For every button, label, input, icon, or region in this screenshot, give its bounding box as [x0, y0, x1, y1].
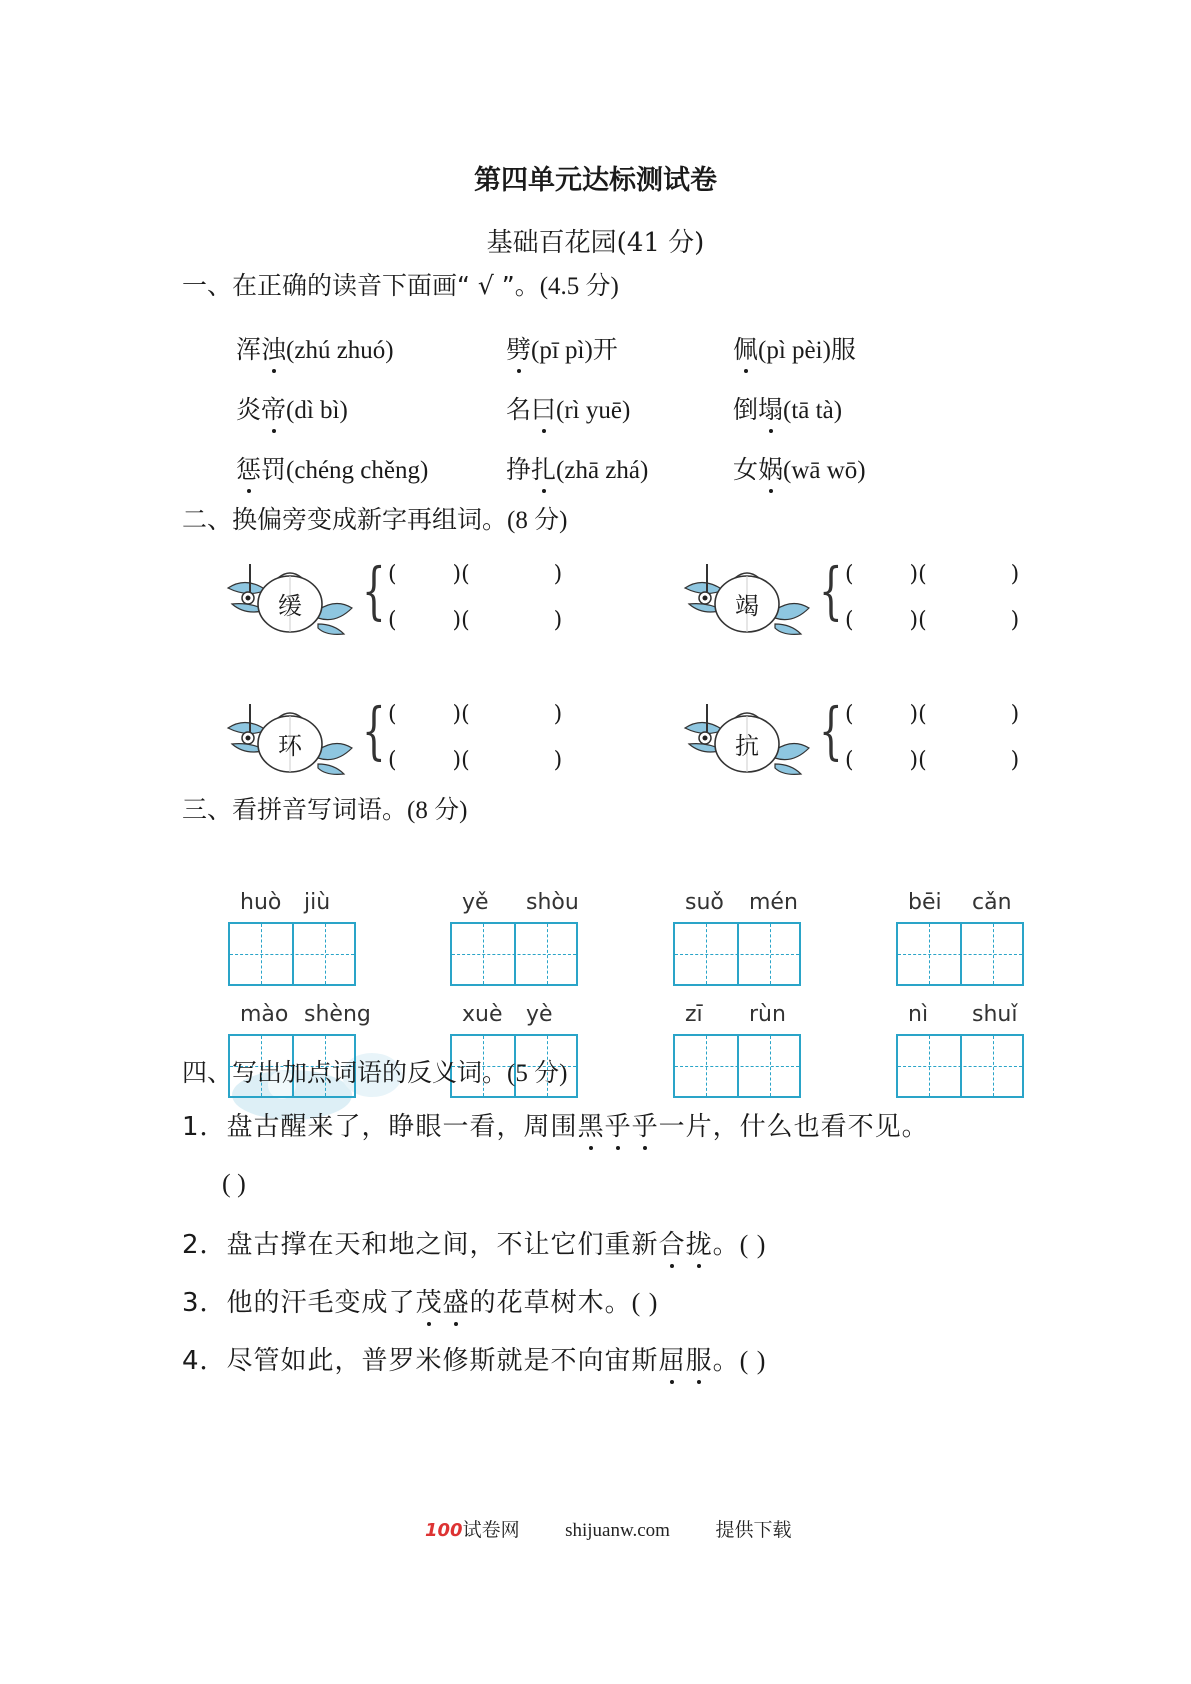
- dotted-char: 佩: [733, 330, 758, 366]
- footer: [425, 1515, 791, 1542]
- page-title: 第四单元达标测试卷: [474, 165, 717, 196]
- pinyin-syllable-1: huò: [240, 890, 282, 915]
- base-character: 缓: [278, 592, 302, 620]
- dotted-word: [659, 1346, 713, 1376]
- dotted-char: 乎: [605, 1106, 632, 1143]
- pinyin-syllable-2: rùn: [749, 1002, 786, 1027]
- logo-100: 100: [425, 1520, 463, 1541]
- pinyin-options: (dì bì): [286, 397, 348, 424]
- char: 浑: [236, 335, 262, 364]
- q-number: 1．: [182, 1112, 227, 1142]
- pinyin-options: (pì pèi)服: [758, 337, 856, 364]
- writing-grid-4[interactable]: [896, 922, 1024, 986]
- pinyin-syllable-2: cǎn: [972, 890, 1012, 915]
- dotted-char: 屈: [659, 1340, 686, 1377]
- char: 女: [733, 455, 759, 484]
- q-text-before: 盘古撑在天和地之间，不让它们重新: [226, 1230, 659, 1260]
- pinyin-syllable-2: jiù: [304, 890, 331, 915]
- dotted-char: 合: [659, 1224, 686, 1261]
- pinyin-choice-5[interactable]: [506, 390, 630, 426]
- section-1-heading-text: 一、在正确的读音下面画“ √ ”。: [182, 271, 540, 300]
- dotted-char: 扎: [531, 450, 556, 486]
- pinyin-choice-3[interactable]: [733, 330, 856, 366]
- brace-symbol: {: [362, 694, 386, 767]
- dotted-char: 黑: [578, 1106, 605, 1143]
- q-number: 3．: [182, 1288, 227, 1318]
- pinyin-options: (zhú zhuó): [286, 337, 394, 364]
- char: 罚: [261, 455, 287, 484]
- pinyin-options: (tā tà): [783, 397, 843, 424]
- pinyin-options: (pī pì)开: [531, 337, 618, 364]
- footer-note: 提供下载: [715, 1520, 792, 1541]
- q-text-after: 的花草树木。: [469, 1288, 632, 1318]
- pinyin-syllable-1: yě: [462, 890, 489, 915]
- dotted-char: 茂: [416, 1282, 443, 1319]
- dotted-char: 帝: [261, 390, 286, 426]
- section-3-points: (8 分): [407, 797, 468, 824]
- pinyin-syllable-1: suǒ: [685, 890, 724, 915]
- dotted-word: [578, 1112, 659, 1142]
- section-4-points: (5 分): [507, 1060, 568, 1087]
- writing-grid-1[interactable]: [228, 922, 356, 986]
- cartoon-character-2: [683, 558, 811, 640]
- question-4-2: [182, 1224, 766, 1261]
- answer-blank-4-3[interactable]: ( ): [631, 1288, 659, 1317]
- page-subtitle: 基础百花园(41 分): [486, 228, 705, 258]
- grid-guide: [230, 954, 354, 955]
- pinyin-choice-6[interactable]: [733, 390, 842, 426]
- char: 炎: [236, 395, 262, 424]
- question-4-4: [182, 1340, 766, 1377]
- writing-grid-3[interactable]: [673, 922, 801, 986]
- footer-site-cn: 试卷网: [462, 1520, 520, 1541]
- q-text-before: 盘古醒来了，睁眼一看，周围: [226, 1112, 578, 1142]
- q-text-before: 尽管如此，普罗米修斯就是不向宙斯: [226, 1346, 659, 1376]
- q-text-after: 。: [712, 1346, 740, 1376]
- pinyin-choice-1[interactable]: [236, 330, 394, 366]
- char: 名: [506, 395, 532, 424]
- answer-blank-row-1[interactable]: ( )( ): [845, 562, 1020, 587]
- brace-symbol: {: [362, 554, 386, 627]
- cartoon-character-4: [683, 698, 811, 780]
- section-4-heading: [182, 1053, 567, 1089]
- cartoon-character-3: [226, 698, 354, 780]
- pinyin-options: (rì yuē): [556, 397, 631, 424]
- q-number: 4．: [182, 1346, 227, 1376]
- pinyin-syllable-1: bēi: [908, 890, 942, 915]
- pinyin-choice-8[interactable]: [506, 450, 648, 486]
- pinyin-choice-2[interactable]: [506, 330, 618, 366]
- base-character: 环: [278, 732, 302, 760]
- pinyin-choice-4[interactable]: [236, 390, 348, 426]
- writing-grid-7[interactable]: [673, 1034, 801, 1098]
- pinyin-syllable-1: xuè: [462, 1002, 503, 1027]
- dotted-char: 塌: [758, 390, 783, 426]
- pinyin-options: (chéng chěng): [286, 457, 429, 484]
- answer-blank-4-1[interactable]: ( ): [222, 1169, 246, 1198]
- writing-grid-8[interactable]: [896, 1034, 1024, 1098]
- char: 倒: [733, 395, 759, 424]
- answer-blank-row-2[interactable]: ( )( ): [845, 748, 1020, 773]
- answer-blank-row-2[interactable]: ( )( ): [845, 608, 1020, 633]
- q-text-after: 。: [712, 1230, 740, 1260]
- dotted-word: [659, 1230, 713, 1260]
- dotted-char: 劈: [506, 330, 531, 366]
- dotted-char: 浊: [261, 330, 286, 366]
- q-number: 2．: [182, 1230, 227, 1260]
- dotted-word: [416, 1288, 470, 1318]
- section-2-heading-text: 二、换偏旁变成新字再组词。: [182, 505, 508, 534]
- brace-symbol: {: [819, 694, 843, 767]
- dotted-char: 惩: [236, 450, 261, 486]
- answer-blank-row-1[interactable]: ( )( ): [388, 702, 563, 727]
- section-2-heading: [182, 500, 567, 536]
- grid-guide: [898, 1066, 1022, 1067]
- answer-blank-row-2[interactable]: ( )( ): [388, 748, 563, 773]
- pinyin-syllable-2: mén: [749, 890, 798, 915]
- base-character: 竭: [735, 592, 759, 620]
- q-text-before: 他的汗毛变成了: [226, 1288, 416, 1318]
- pinyin-syllable-1: nì: [908, 1002, 929, 1027]
- dotted-char: 娲: [758, 450, 783, 486]
- pinyin-syllable-1: zī: [685, 1002, 703, 1027]
- pinyin-options: (wā wō): [783, 457, 866, 484]
- pinyin-syllable-2: yè: [526, 1002, 553, 1027]
- question-4-3: [182, 1282, 658, 1319]
- answer-blank-4-2[interactable]: ( ): [739, 1230, 767, 1259]
- answer-blank-4-4[interactable]: ( ): [739, 1346, 767, 1375]
- q-text-after: 一片，什么也看不见。: [658, 1112, 929, 1142]
- dotted-char: 乎: [632, 1106, 659, 1143]
- dotted-char: 盛: [443, 1282, 470, 1319]
- cartoon-character-1: [226, 558, 354, 640]
- base-character: 抗: [735, 732, 759, 760]
- section-3-heading-text: 三、看拼音写词语。: [182, 795, 408, 824]
- pinyin-choice-9[interactable]: [733, 450, 866, 486]
- pinyin-syllable-2: shòu: [526, 890, 579, 915]
- grid-guide: [898, 954, 1022, 955]
- pinyin-syllable-1: mào: [240, 1002, 289, 1027]
- section-4-heading-text: 四、写出加点词语的反义词。: [182, 1058, 508, 1087]
- pinyin-syllable-2: shèng: [304, 1002, 371, 1027]
- pinyin-options: (zhā zhá): [556, 457, 649, 484]
- grid-guide: [452, 954, 576, 955]
- section-1-heading: [182, 266, 619, 302]
- dotted-char: 服: [686, 1340, 713, 1377]
- brace-symbol: {: [819, 554, 843, 627]
- section-2-points: (8 分): [507, 507, 568, 534]
- answer-blank-row-1[interactable]: ( )( ): [845, 702, 1020, 727]
- answer-blank-row-2[interactable]: ( )( ): [388, 608, 563, 633]
- section-1-points: (4.5 分): [539, 273, 619, 300]
- char: 挣: [506, 455, 532, 484]
- section-3-heading: [182, 790, 467, 826]
- question-4-1: [182, 1106, 929, 1143]
- dotted-char: 曰: [531, 390, 556, 426]
- grid-guide: [675, 954, 799, 955]
- pinyin-syllable-2: shuǐ: [972, 1002, 1018, 1027]
- grid-guide: [675, 1066, 799, 1067]
- answer-blank-row-1[interactable]: ( )( ): [388, 562, 563, 587]
- dotted-char: 拢: [686, 1224, 713, 1261]
- writing-grid-2[interactable]: [450, 922, 578, 986]
- footer-domain[interactable]: shijuanw.com: [565, 1520, 670, 1541]
- pinyin-choice-7[interactable]: [236, 450, 428, 486]
